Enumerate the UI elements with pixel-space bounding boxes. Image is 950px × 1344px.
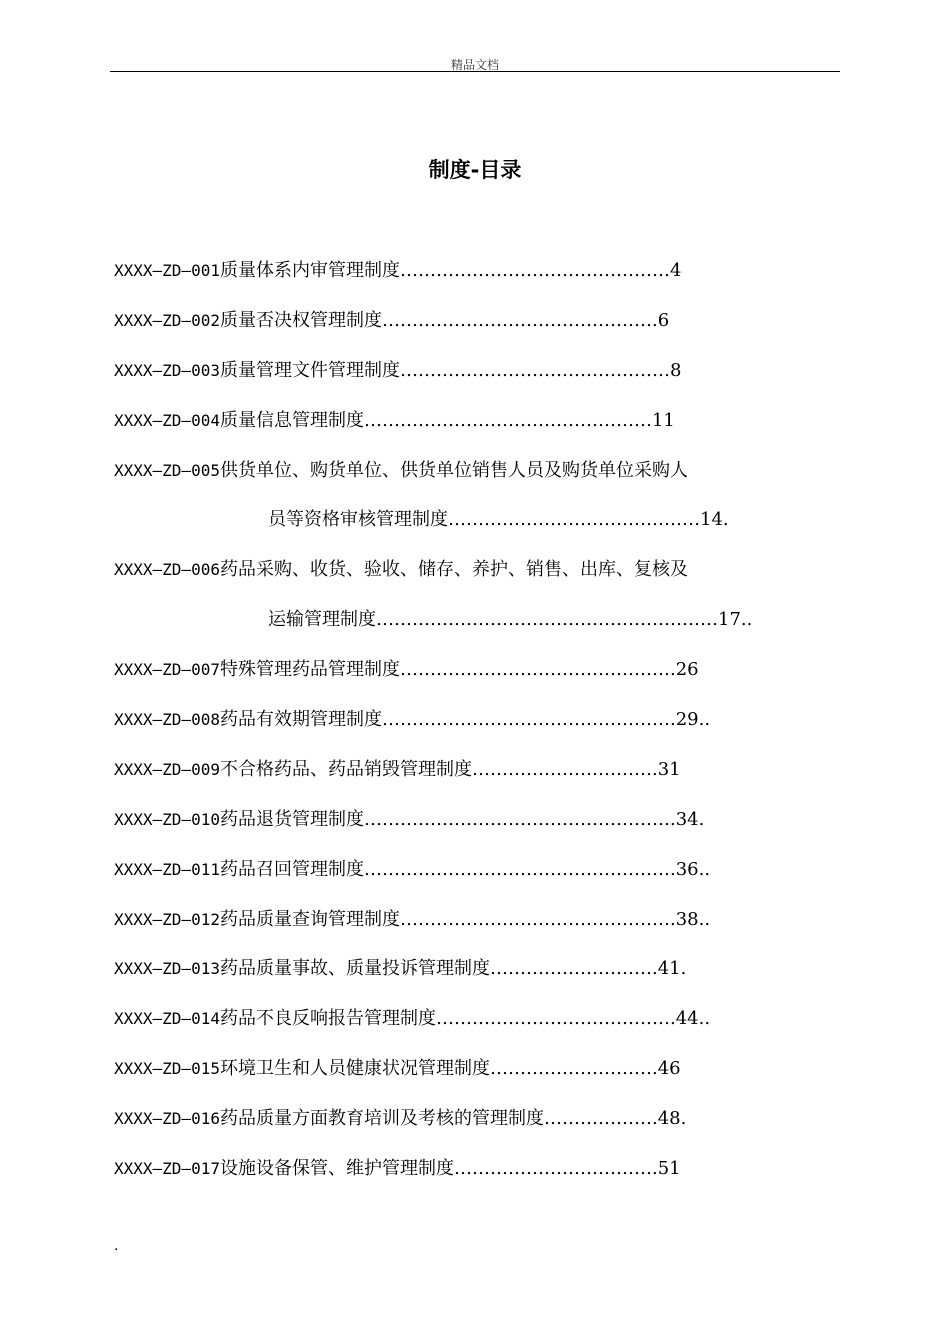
toc-entry[interactable]: [114, 406, 854, 456]
toc-entry[interactable]: [114, 456, 854, 506]
toc-text: 药品质量事故、质量投诉管理制度……………………….41.: [219, 958, 687, 980]
toc-entry[interactable]: [114, 1104, 854, 1154]
toc-entry[interactable]: [114, 1004, 854, 1054]
toc-text: 药品有效期管理制度………………………………………….29..: [219, 709, 711, 731]
toc-entry[interactable]: [114, 306, 854, 356]
toc-code: XXXX—ZD—015: [114, 1059, 220, 1079]
toc-entry[interactable]: [114, 905, 854, 955]
toc-text: 不合格药品、药品销毁管理制度………………………….31: [219, 758, 681, 780]
toc-text: 药品质量查询管理制度……………………………………….38..: [219, 908, 711, 930]
toc-text: 药品退货管理制度…………………………………………….34.: [219, 808, 705, 830]
header-divider: [110, 71, 840, 72]
toc-code: XXXX—ZD—008: [114, 710, 220, 730]
toc-entry[interactable]: [114, 805, 854, 855]
toc-code: XXXX—ZD—009: [114, 759, 220, 779]
toc-text: 质量否决权管理制度……………………………………….6: [219, 309, 670, 331]
toc-text: 药品不良反响报告管理制度………………………………….44..: [219, 1008, 711, 1030]
toc-entry[interactable]: [114, 954, 854, 1004]
toc-entry[interactable]: [114, 705, 854, 755]
toc-entry[interactable]: [114, 1154, 854, 1204]
toc-text: 环境卫生和人员健康状况管理制度……………………….46: [219, 1058, 681, 1080]
toc-code: XXXX—ZD—017: [114, 1159, 220, 1179]
toc-code: XXXX—ZD—003: [114, 360, 220, 380]
toc-entry-continuation[interactable]: [114, 605, 854, 655]
toc-code: XXXX—ZD—014: [114, 1009, 220, 1029]
table-of-contents: [114, 256, 854, 1204]
toc-code: XXXX—ZD—005: [114, 460, 220, 480]
toc-code: XXXX—ZD—012: [114, 909, 220, 929]
toc-code: XXXX—ZD—016: [114, 1109, 220, 1129]
toc-code: XXXX—ZD—004: [114, 410, 220, 430]
toc-entry[interactable]: [114, 755, 854, 805]
toc-code: XXXX—ZD—001: [114, 261, 220, 280]
toc-entry[interactable]: [114, 356, 854, 406]
toc-text: 供货单位、购货单位、供货单位销售人员及购货单位采购人: [219, 459, 688, 481]
toc-text: 质量管理文件管理制度………………………………………8: [219, 359, 682, 381]
toc-code: XXXX—ZD—010: [114, 809, 220, 829]
toc-code: XXXX—ZD—013: [114, 959, 220, 979]
toc-entry[interactable]: [114, 855, 854, 905]
toc-code: XXXX—ZD—002: [114, 310, 220, 330]
toc-code: XXXX—ZD—011: [114, 859, 220, 879]
toc-text: 药品召回管理制度…………………………………………….36..: [219, 858, 711, 880]
toc-entry-continuation[interactable]: [114, 505, 854, 555]
toc-text: 质量信息管理制度…………………………………………11: [219, 409, 675, 431]
toc-entry[interactable]: [114, 555, 854, 605]
toc-text: 药品质量方面教育培训及考核的管理制度……………….48.: [219, 1108, 687, 1130]
toc-entry[interactable]: [114, 655, 854, 705]
toc-entry[interactable]: [114, 256, 854, 306]
toc-code: XXXX—ZD—006: [114, 560, 220, 580]
toc-text: 特殊管理药品管理制度……………………………………….26: [219, 659, 699, 681]
toc-code: XXXX—ZD—007: [114, 660, 220, 680]
toc-text: 质量体系内审管理制度………………………………………4: [219, 260, 682, 281]
footer-mark: .: [114, 1238, 119, 1254]
page-header: 精品文档: [450, 58, 499, 72]
toc-text: 运输管理制度…………………………………………………17..: [268, 609, 753, 631]
toc-text: 药品采购、收货、验收、储存、养护、销售、出库、复核及: [219, 559, 688, 581]
toc-text: 员等资格审核管理制度……………………………………14.: [268, 509, 729, 531]
toc-entry[interactable]: [114, 1054, 854, 1104]
page-title: 制度-目录: [428, 158, 522, 182]
toc-text: 设施设备保管、维护管理制度…………………………….51: [219, 1158, 681, 1180]
